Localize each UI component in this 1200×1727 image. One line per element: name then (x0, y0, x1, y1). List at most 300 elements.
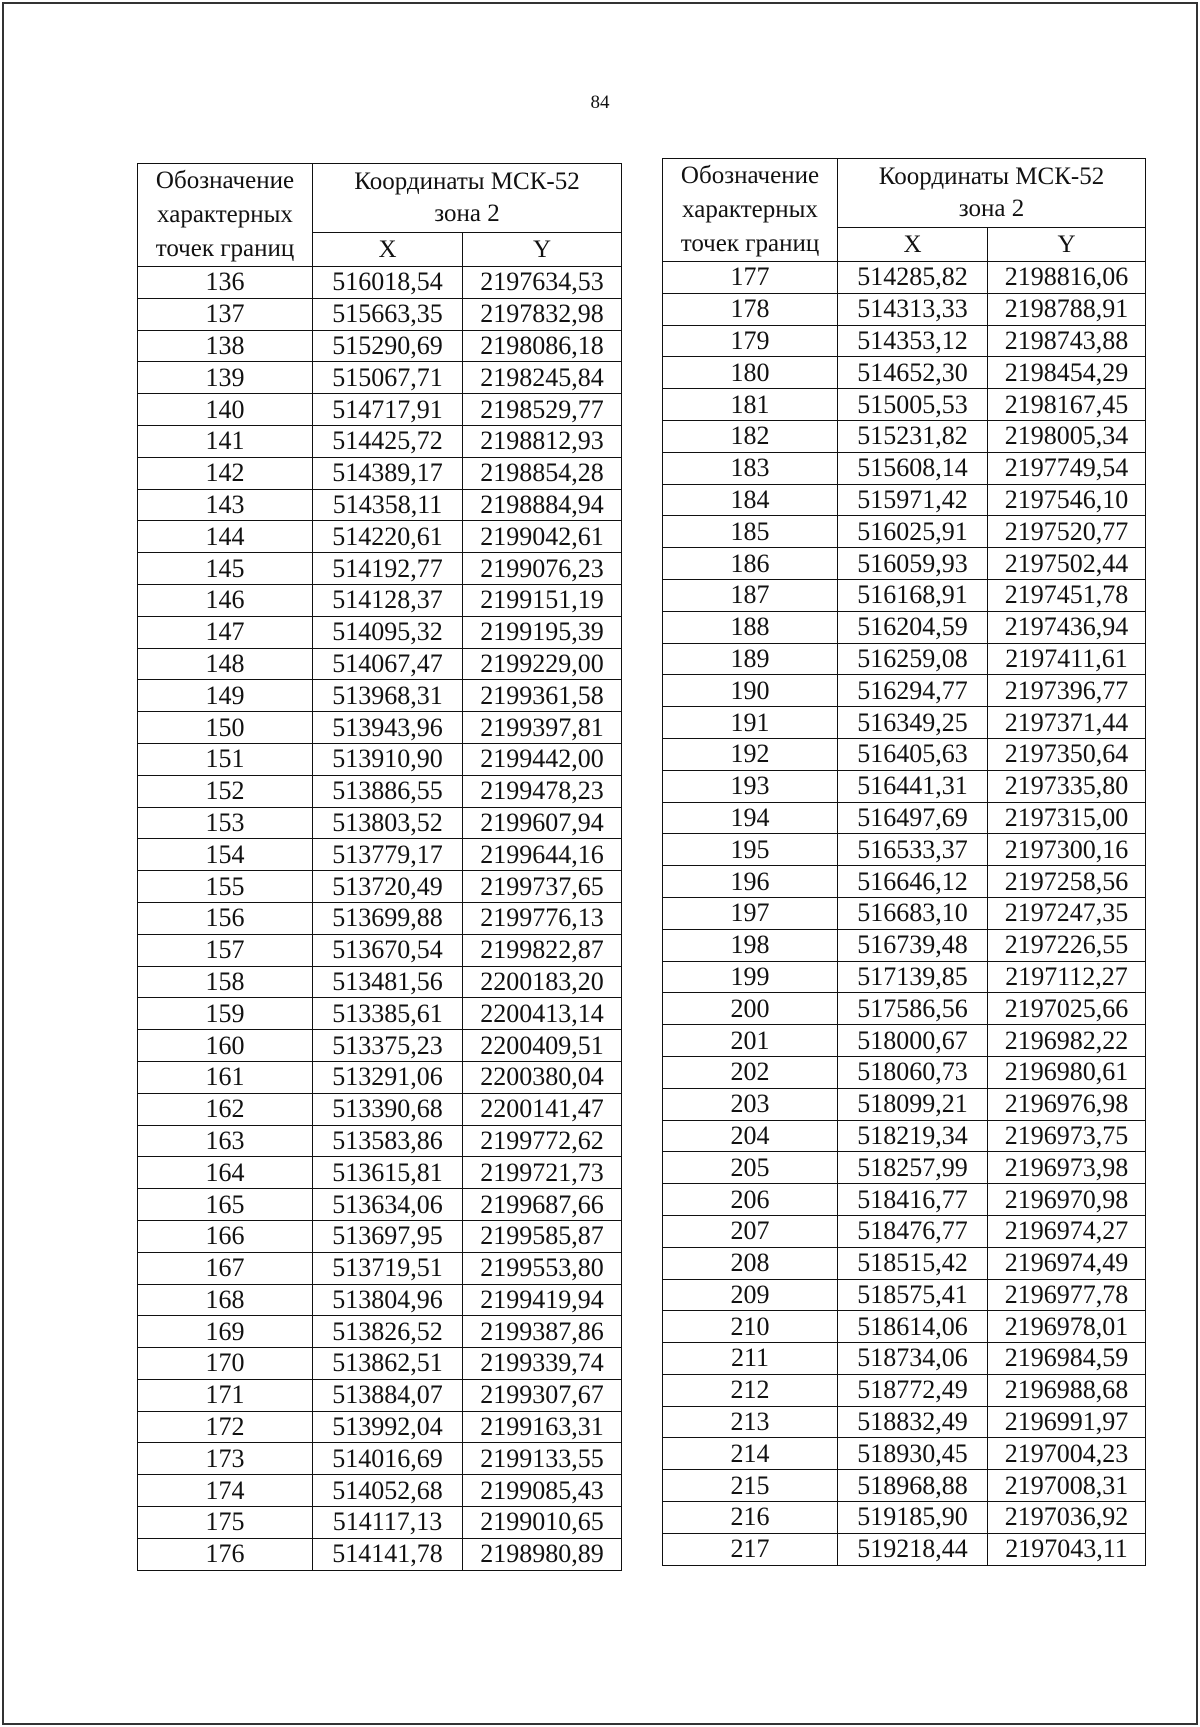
y-coordinate-cell: 2198980,89 (463, 1538, 622, 1570)
point-number-cell: 172 (138, 1411, 313, 1443)
table-row (663, 929, 1146, 961)
table-row (138, 1157, 622, 1189)
page-number: 84 (590, 92, 610, 113)
x-coordinate-cell: 517139,85 (838, 961, 988, 993)
x-coordinate-cell: 514128,37 (313, 584, 463, 616)
x-coordinate-cell: 518772,49 (838, 1374, 988, 1406)
point-number-cell: 142 (138, 457, 313, 489)
y-coordinate-cell: 2199076,23 (463, 553, 622, 585)
x-coordinate-cell: 513390,68 (313, 1093, 463, 1125)
x-coordinate-cell: 514652,30 (838, 357, 988, 389)
table-row (663, 452, 1146, 484)
y-coordinate-cell: 2197335,80 (988, 770, 1146, 802)
x-coordinate-cell: 513886,55 (313, 775, 463, 807)
table-row (663, 548, 1146, 580)
table-row (663, 420, 1146, 452)
x-coordinate-cell: 513615,81 (313, 1157, 463, 1189)
point-number-cell: 162 (138, 1093, 313, 1125)
point-number-cell: 153 (138, 807, 313, 839)
y-coordinate-cell: 2198167,45 (988, 389, 1146, 421)
point-number-cell: 209 (663, 1279, 838, 1311)
table-row (138, 267, 622, 299)
point-number-cell: 197 (663, 897, 838, 929)
point-number-cell: 141 (138, 425, 313, 457)
y-coordinate-cell: 2199776,13 (463, 902, 622, 934)
point-number-cell: 213 (663, 1406, 838, 1438)
x-coordinate-cell: 513385,61 (313, 998, 463, 1030)
y-coordinate-cell: 2196988,68 (988, 1374, 1146, 1406)
y-coordinate-cell: 2197832,98 (463, 298, 622, 330)
x-coordinate-cell: 513291,06 (313, 1061, 463, 1093)
point-number-cell: 138 (138, 330, 313, 362)
point-number-cell: 212 (663, 1374, 838, 1406)
point-number-cell: 154 (138, 839, 313, 871)
point-number-cell: 200 (663, 993, 838, 1025)
y-coordinate-cell: 2197371,44 (988, 707, 1146, 739)
y-coordinate-cell: 2198245,84 (463, 362, 622, 394)
x-coordinate-cell: 513481,56 (313, 966, 463, 998)
y-coordinate-cell: 2199737,65 (463, 871, 622, 903)
y-coordinate-cell: 2199644,16 (463, 839, 622, 871)
y-coordinate-cell: 2198884,94 (463, 489, 622, 521)
x-coordinate-cell: 518575,41 (838, 1279, 988, 1311)
x-coordinate-cell: 513826,52 (313, 1316, 463, 1348)
x-coordinate-cell: 513884,07 (313, 1379, 463, 1411)
x-coordinate-cell: 518257,99 (838, 1152, 988, 1184)
table-row (663, 1025, 1146, 1057)
header-y: Y (463, 233, 622, 267)
table-row (138, 712, 622, 744)
y-coordinate-cell: 2199442,00 (463, 743, 622, 775)
x-coordinate-cell: 515608,14 (838, 452, 988, 484)
point-number-cell: 190 (663, 675, 838, 707)
header-x: X (313, 233, 463, 267)
point-number-cell: 175 (138, 1507, 313, 1539)
point-number-cell: 204 (663, 1120, 838, 1152)
table-row (138, 1189, 622, 1221)
table-row (663, 1343, 1146, 1375)
point-number-cell: 167 (138, 1252, 313, 1284)
point-number-cell: 139 (138, 362, 313, 394)
table-row (663, 738, 1146, 770)
x-coordinate-cell: 518832,49 (838, 1406, 988, 1438)
point-number-cell: 179 (663, 325, 838, 357)
point-number-cell: 136 (138, 267, 313, 299)
point-number-cell: 206 (663, 1184, 838, 1216)
x-coordinate-cell: 513634,06 (313, 1189, 463, 1221)
table-row (138, 394, 622, 426)
x-coordinate-cell: 513699,88 (313, 902, 463, 934)
y-coordinate-cell: 2198816,06 (988, 262, 1146, 294)
y-coordinate-cell: 2199307,67 (463, 1379, 622, 1411)
y-coordinate-cell: 2196978,01 (988, 1311, 1146, 1343)
x-coordinate-cell: 518930,45 (838, 1438, 988, 1470)
y-coordinate-cell: 2199772,62 (463, 1125, 622, 1157)
x-coordinate-cell: 513697,95 (313, 1220, 463, 1252)
point-number-cell: 157 (138, 934, 313, 966)
table-row (663, 1056, 1146, 1088)
point-number-cell: 203 (663, 1088, 838, 1120)
y-coordinate-cell: 2196973,75 (988, 1120, 1146, 1152)
x-coordinate-cell: 513968,31 (313, 680, 463, 712)
header-point-label: Обозначение характерных точек границ (663, 159, 838, 262)
table-header (663, 159, 1146, 262)
y-coordinate-cell: 2197634,53 (463, 267, 622, 299)
point-number-cell: 176 (138, 1538, 313, 1570)
y-coordinate-cell: 2200141,47 (463, 1093, 622, 1125)
y-coordinate-cell: 2196980,61 (988, 1056, 1146, 1088)
point-number-cell: 169 (138, 1316, 313, 1348)
table-row (138, 871, 622, 903)
point-number-cell: 192 (663, 738, 838, 770)
y-coordinate-cell: 2197502,44 (988, 548, 1146, 580)
point-number-cell: 149 (138, 680, 313, 712)
x-coordinate-cell: 516683,10 (838, 897, 988, 929)
point-number-cell: 215 (663, 1470, 838, 1502)
x-coordinate-cell: 515231,82 (838, 420, 988, 452)
x-coordinate-cell: 513583,86 (313, 1125, 463, 1157)
point-number-cell: 189 (663, 643, 838, 675)
x-coordinate-cell: 516497,69 (838, 802, 988, 834)
point-number-cell: 188 (663, 611, 838, 643)
table-header (138, 164, 622, 267)
x-coordinate-cell: 513779,17 (313, 839, 463, 871)
y-coordinate-cell: 2199607,94 (463, 807, 622, 839)
table-row (138, 1061, 622, 1093)
point-number-cell: 202 (663, 1056, 838, 1088)
x-coordinate-cell: 514095,32 (313, 616, 463, 648)
table-row (138, 553, 622, 585)
y-coordinate-cell: 2199195,39 (463, 616, 622, 648)
table-row (138, 1411, 622, 1443)
x-coordinate-cell: 514425,72 (313, 425, 463, 457)
point-number-cell: 150 (138, 712, 313, 744)
x-coordinate-cell: 518614,06 (838, 1311, 988, 1343)
y-coordinate-cell: 2199085,43 (463, 1475, 622, 1507)
point-number-cell: 181 (663, 389, 838, 421)
point-number-cell: 185 (663, 516, 838, 548)
point-number-cell: 201 (663, 1025, 838, 1057)
x-coordinate-cell: 516441,31 (838, 770, 988, 802)
point-number-cell: 210 (663, 1311, 838, 1343)
point-number-cell: 168 (138, 1284, 313, 1316)
y-coordinate-cell: 2196982,22 (988, 1025, 1146, 1057)
table-row (138, 1284, 622, 1316)
table-row (138, 1125, 622, 1157)
point-number-cell: 183 (663, 452, 838, 484)
point-number-cell: 174 (138, 1475, 313, 1507)
point-number-cell: 214 (663, 1438, 838, 1470)
y-coordinate-cell: 2196977,78 (988, 1279, 1146, 1311)
point-number-cell: 191 (663, 707, 838, 739)
y-coordinate-cell: 2199553,80 (463, 1252, 622, 1284)
y-coordinate-cell: 2199397,81 (463, 712, 622, 744)
header-coordinates: Координаты МСК-52 зона 2 (313, 164, 622, 233)
y-coordinate-cell: 2196973,98 (988, 1152, 1146, 1184)
x-coordinate-cell: 519185,90 (838, 1502, 988, 1534)
x-coordinate-cell: 516059,93 (838, 548, 988, 580)
y-coordinate-cell: 2197025,66 (988, 993, 1146, 1025)
x-coordinate-cell: 516739,48 (838, 929, 988, 961)
point-number-cell: 194 (663, 802, 838, 834)
x-coordinate-cell: 513910,90 (313, 743, 463, 775)
table-row (663, 389, 1146, 421)
y-coordinate-cell: 2199361,58 (463, 680, 622, 712)
y-coordinate-cell: 2197036,92 (988, 1502, 1146, 1534)
table-row (138, 298, 622, 330)
point-number-cell: 166 (138, 1220, 313, 1252)
table-row (663, 1502, 1146, 1534)
x-coordinate-cell: 513862,51 (313, 1348, 463, 1380)
table-row (138, 1443, 622, 1475)
x-coordinate-cell: 513803,52 (313, 807, 463, 839)
table-row (663, 579, 1146, 611)
table-row (663, 1374, 1146, 1406)
table-row (138, 1030, 622, 1062)
x-coordinate-cell: 515663,35 (313, 298, 463, 330)
y-coordinate-cell: 2197411,61 (988, 643, 1146, 675)
header-point-label: Обозначение характерных точек границ (138, 164, 313, 267)
table-row (663, 516, 1146, 548)
table-row (138, 775, 622, 807)
table-row (138, 489, 622, 521)
y-coordinate-cell: 2199151,19 (463, 584, 622, 616)
table-row (663, 1406, 1146, 1438)
point-number-cell: 151 (138, 743, 313, 775)
table-row (138, 1538, 622, 1570)
x-coordinate-cell: 518416,77 (838, 1184, 988, 1216)
table-row (138, 1093, 622, 1125)
table-row (138, 743, 622, 775)
point-number-cell: 195 (663, 834, 838, 866)
point-number-cell: 216 (663, 1502, 838, 1534)
y-coordinate-cell: 2199042,61 (463, 521, 622, 553)
x-coordinate-cell: 516025,91 (838, 516, 988, 548)
y-coordinate-cell: 2196991,97 (988, 1406, 1146, 1438)
x-coordinate-cell: 518000,67 (838, 1025, 988, 1057)
table-row (138, 998, 622, 1030)
x-coordinate-cell: 515067,71 (313, 362, 463, 394)
x-coordinate-cell: 514052,68 (313, 1475, 463, 1507)
x-coordinate-cell: 516533,37 (838, 834, 988, 866)
table-row (138, 616, 622, 648)
table-row (663, 611, 1146, 643)
table-row (138, 1475, 622, 1507)
point-number-cell: 160 (138, 1030, 313, 1062)
x-coordinate-cell: 513720,49 (313, 871, 463, 903)
x-coordinate-cell: 514192,77 (313, 553, 463, 585)
table-row (663, 293, 1146, 325)
table-row (663, 1184, 1146, 1216)
y-coordinate-cell: 2197258,56 (988, 866, 1146, 898)
y-coordinate-cell: 2196984,59 (988, 1343, 1146, 1375)
table-row (138, 425, 622, 457)
table-row (663, 1279, 1146, 1311)
y-coordinate-cell: 2197315,00 (988, 802, 1146, 834)
table-row (663, 897, 1146, 929)
point-number-cell: 143 (138, 489, 313, 521)
table-row (138, 1220, 622, 1252)
y-coordinate-cell: 2199163,31 (463, 1411, 622, 1443)
y-coordinate-cell: 2197247,35 (988, 897, 1146, 929)
y-coordinate-cell: 2197546,10 (988, 484, 1146, 516)
point-number-cell: 180 (663, 357, 838, 389)
x-coordinate-cell: 516349,25 (838, 707, 988, 739)
table-row (663, 675, 1146, 707)
point-number-cell: 170 (138, 1348, 313, 1380)
y-coordinate-cell: 2197043,11 (988, 1533, 1146, 1565)
y-coordinate-cell: 2198529,77 (463, 394, 622, 426)
x-coordinate-cell: 516405,63 (838, 738, 988, 770)
point-number-cell: 165 (138, 1189, 313, 1221)
y-coordinate-cell: 2199339,74 (463, 1348, 622, 1380)
table-row (663, 1120, 1146, 1152)
table-row (138, 839, 622, 871)
point-number-cell: 199 (663, 961, 838, 993)
y-coordinate-cell: 2198854,28 (463, 457, 622, 489)
table-row (663, 1088, 1146, 1120)
y-coordinate-cell: 2198454,29 (988, 357, 1146, 389)
x-coordinate-cell: 518099,21 (838, 1088, 988, 1120)
point-number-cell: 137 (138, 298, 313, 330)
table-row (138, 1252, 622, 1284)
x-coordinate-cell: 518060,73 (838, 1056, 988, 1088)
y-coordinate-cell: 2197451,78 (988, 579, 1146, 611)
table-row (663, 1311, 1146, 1343)
x-coordinate-cell: 514358,11 (313, 489, 463, 521)
y-coordinate-cell: 2199133,55 (463, 1443, 622, 1475)
header-x: X (838, 228, 988, 262)
y-coordinate-cell: 2197008,31 (988, 1470, 1146, 1502)
y-coordinate-cell: 2199687,66 (463, 1189, 622, 1221)
table-row (138, 934, 622, 966)
y-coordinate-cell: 2199822,87 (463, 934, 622, 966)
point-number-cell: 173 (138, 1443, 313, 1475)
coordinates-table-left (137, 163, 622, 1571)
x-coordinate-cell: 513375,23 (313, 1030, 463, 1062)
table-body (138, 267, 622, 1571)
x-coordinate-cell: 513670,54 (313, 934, 463, 966)
y-coordinate-cell: 2199419,94 (463, 1284, 622, 1316)
x-coordinate-cell: 513943,96 (313, 712, 463, 744)
y-coordinate-cell: 2197520,77 (988, 516, 1146, 548)
table-row (138, 1507, 622, 1539)
y-coordinate-cell: 2199010,65 (463, 1507, 622, 1539)
y-coordinate-cell: 2196976,98 (988, 1088, 1146, 1120)
x-coordinate-cell: 516259,08 (838, 643, 988, 675)
x-coordinate-cell: 515005,53 (838, 389, 988, 421)
x-coordinate-cell: 514117,13 (313, 1507, 463, 1539)
table-row (663, 484, 1146, 516)
table-body (663, 262, 1146, 1566)
point-number-cell: 193 (663, 770, 838, 802)
point-number-cell: 186 (663, 548, 838, 580)
x-coordinate-cell: 514067,47 (313, 648, 463, 680)
table-row (663, 707, 1146, 739)
x-coordinate-cell: 514717,91 (313, 394, 463, 426)
point-number-cell: 177 (663, 262, 838, 294)
point-number-cell: 217 (663, 1533, 838, 1565)
table-row (663, 1533, 1146, 1565)
header-coordinates: Координаты МСК-52 зона 2 (838, 159, 1146, 228)
table-row (663, 834, 1146, 866)
x-coordinate-cell: 514313,33 (838, 293, 988, 325)
x-coordinate-cell: 518968,88 (838, 1470, 988, 1502)
y-coordinate-cell: 2198743,88 (988, 325, 1146, 357)
x-coordinate-cell: 516294,77 (838, 675, 988, 707)
x-coordinate-cell: 516646,12 (838, 866, 988, 898)
y-coordinate-cell: 2197226,55 (988, 929, 1146, 961)
table-row (663, 1247, 1146, 1279)
table-row (663, 961, 1146, 993)
x-coordinate-cell: 518476,77 (838, 1215, 988, 1247)
point-number-cell: 182 (663, 420, 838, 452)
point-number-cell: 208 (663, 1247, 838, 1279)
point-number-cell: 163 (138, 1125, 313, 1157)
point-number-cell: 196 (663, 866, 838, 898)
table-row (138, 1348, 622, 1380)
table-row (663, 325, 1146, 357)
y-coordinate-cell: 2199387,86 (463, 1316, 622, 1348)
y-coordinate-cell: 2197300,16 (988, 834, 1146, 866)
x-coordinate-cell: 516168,91 (838, 579, 988, 611)
y-coordinate-cell: 2198086,18 (463, 330, 622, 362)
x-coordinate-cell: 514285,82 (838, 262, 988, 294)
x-coordinate-cell: 513804,96 (313, 1284, 463, 1316)
y-coordinate-cell: 2200413,14 (463, 998, 622, 1030)
x-coordinate-cell: 514389,17 (313, 457, 463, 489)
table-row (138, 521, 622, 553)
table-row (663, 1215, 1146, 1247)
y-coordinate-cell: 2197436,94 (988, 611, 1146, 643)
x-coordinate-cell: 518219,34 (838, 1120, 988, 1152)
y-coordinate-cell: 2196970,98 (988, 1184, 1146, 1216)
x-coordinate-cell: 513719,51 (313, 1252, 463, 1284)
y-coordinate-cell: 2196974,27 (988, 1215, 1146, 1247)
point-number-cell: 211 (663, 1343, 838, 1375)
y-coordinate-cell: 2198788,91 (988, 293, 1146, 325)
table-row (138, 966, 622, 998)
point-number-cell: 156 (138, 902, 313, 934)
y-coordinate-cell: 2200380,04 (463, 1061, 622, 1093)
y-coordinate-cell: 2200409,51 (463, 1030, 622, 1062)
x-coordinate-cell: 519218,44 (838, 1533, 988, 1565)
table-row (663, 1470, 1146, 1502)
point-number-cell: 152 (138, 775, 313, 807)
y-coordinate-cell: 2196974,49 (988, 1247, 1146, 1279)
point-number-cell: 148 (138, 648, 313, 680)
table-row (663, 866, 1146, 898)
point-number-cell: 158 (138, 966, 313, 998)
table-row (138, 362, 622, 394)
x-coordinate-cell: 516018,54 (313, 267, 463, 299)
table-row (138, 457, 622, 489)
y-coordinate-cell: 2199478,23 (463, 775, 622, 807)
y-coordinate-cell: 2200183,20 (463, 966, 622, 998)
x-coordinate-cell: 516204,59 (838, 611, 988, 643)
table-row (138, 902, 622, 934)
table-row (138, 680, 622, 712)
table-row (663, 770, 1146, 802)
point-number-cell: 184 (663, 484, 838, 516)
table-row (138, 330, 622, 362)
x-coordinate-cell: 514016,69 (313, 1443, 463, 1475)
table-row (138, 807, 622, 839)
x-coordinate-cell: 514353,12 (838, 325, 988, 357)
table-row (663, 993, 1146, 1025)
point-number-cell: 140 (138, 394, 313, 426)
y-coordinate-cell: 2199585,87 (463, 1220, 622, 1252)
